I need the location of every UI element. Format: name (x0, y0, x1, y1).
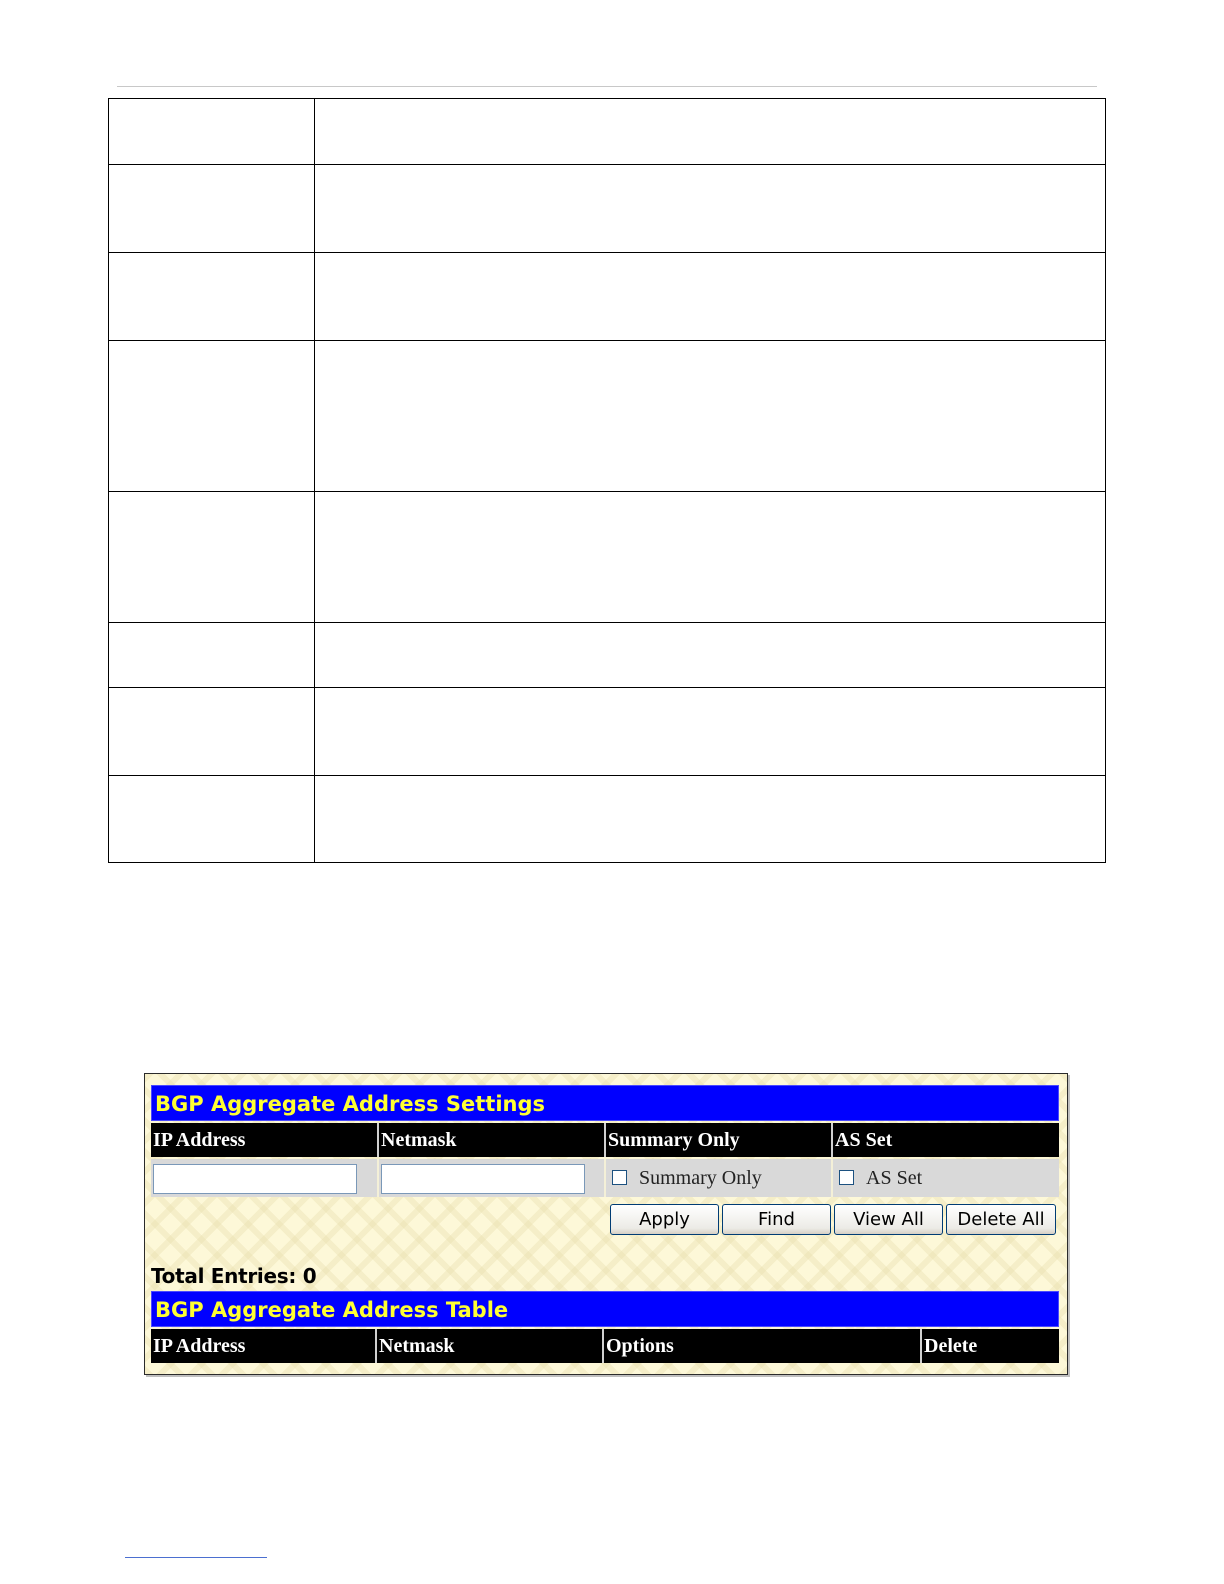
description-cell (315, 165, 1106, 253)
table-row (109, 492, 1106, 623)
description-cell (315, 776, 1106, 863)
settings-header-row (151, 1123, 1059, 1157)
column-header-options: Options (604, 1329, 922, 1363)
table-row (109, 253, 1106, 341)
summary-only-option[interactable] (612, 1159, 762, 1197)
description-cell (315, 99, 1106, 165)
summary-only-checkbox[interactable] (612, 1170, 627, 1185)
ip-address-cell (151, 1159, 379, 1197)
settings-title: BGP Aggregate Address Settings (151, 1085, 1059, 1121)
parameter-cell (109, 165, 315, 253)
as-set-checkbox[interactable] (839, 1170, 854, 1185)
parameter-cell (109, 253, 315, 341)
column-header-summary-only: Summary Only (606, 1123, 833, 1157)
table-title: BGP Aggregate Address Table (151, 1291, 1059, 1327)
as-set-option[interactable] (839, 1159, 922, 1197)
description-cell (315, 492, 1106, 623)
ip-address-input[interactable] (153, 1164, 357, 1194)
parameter-cell (109, 776, 315, 863)
parameter-cell (109, 341, 315, 492)
netmask-input[interactable] (381, 1164, 585, 1194)
apply-button[interactable]: Apply (610, 1204, 719, 1235)
bgp-aggregate-address-panel (144, 1073, 1068, 1375)
total-entries: Total Entries: 0 (151, 1264, 317, 1288)
column-header-delete: Delete (922, 1329, 1059, 1363)
page-header-rule (117, 86, 1097, 87)
find-button[interactable]: Find (722, 1204, 831, 1235)
description-cell (315, 688, 1106, 776)
table-header-row (151, 1329, 1059, 1363)
parameter-cell (109, 623, 315, 688)
table-row (109, 623, 1106, 688)
table-row (109, 165, 1106, 253)
parameter-cell (109, 99, 315, 165)
parameter-cell (109, 492, 315, 623)
parameter-cell (109, 688, 315, 776)
table-row (109, 688, 1106, 776)
column-header-netmask: Netmask (377, 1329, 604, 1363)
description-cell (315, 623, 1106, 688)
netmask-cell (379, 1159, 606, 1197)
summary-only-cell (606, 1159, 833, 1197)
settings-input-row (151, 1159, 1059, 1197)
as-set-label: AS Set (866, 1166, 923, 1189)
table-row (109, 99, 1106, 165)
column-header-as-set: AS Set (833, 1123, 1059, 1157)
column-header-ip-address: IP Address (151, 1329, 377, 1363)
parameter-description-table (108, 98, 1106, 863)
description-cell (315, 253, 1106, 341)
as-set-cell (833, 1159, 1059, 1197)
footer-link-underline (125, 1557, 267, 1558)
summary-only-label: Summary Only (639, 1166, 762, 1189)
column-header-netmask: Netmask (379, 1123, 606, 1157)
column-header-ip-address: IP Address (151, 1123, 379, 1157)
table-row (109, 776, 1106, 863)
table-row (109, 341, 1106, 492)
view-all-button[interactable]: View All (834, 1204, 943, 1235)
delete-all-button[interactable]: Delete All (946, 1204, 1056, 1235)
description-cell (315, 341, 1106, 492)
